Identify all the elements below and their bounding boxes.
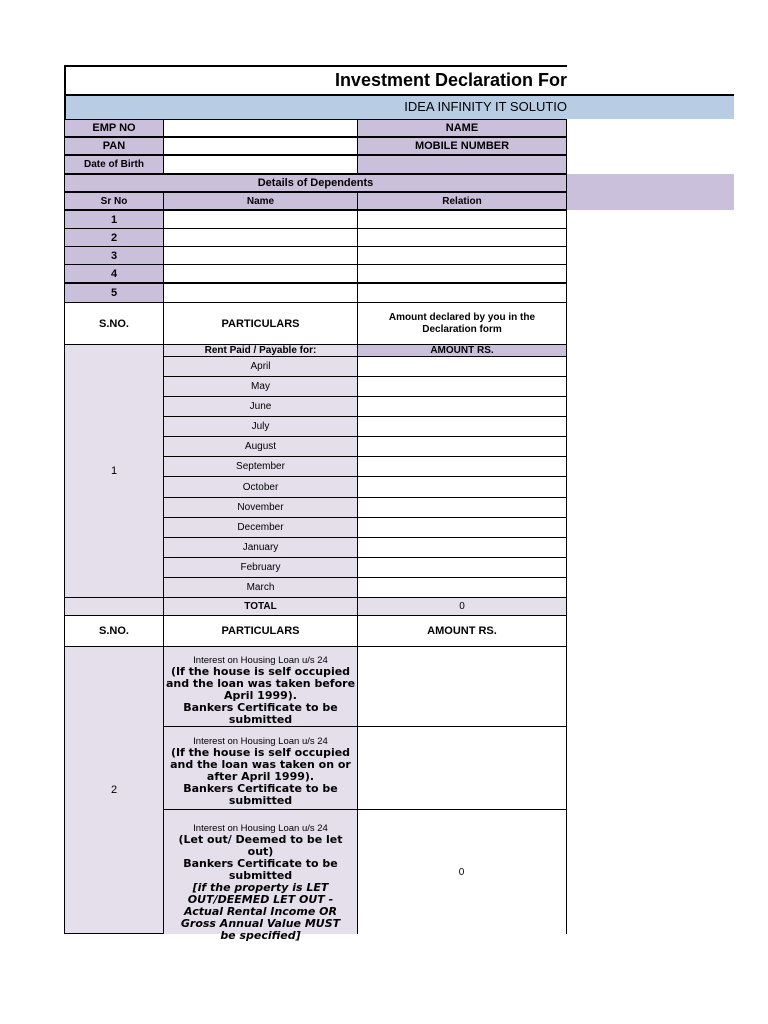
month-label: January bbox=[163, 537, 358, 558]
s1-particulars-header: PARTICULARS bbox=[163, 302, 358, 345]
housing-item-3 bbox=[163, 809, 358, 942]
dob-extra-cell bbox=[357, 155, 567, 174]
dep-row-4-relation[interactable] bbox=[357, 264, 567, 283]
housing-item-2-line2: (If the house is self occupied and the loan was taken on or after April 1999). bbox=[170, 746, 351, 783]
month-amount-input[interactable] bbox=[357, 436, 567, 457]
month-amount-input[interactable] bbox=[357, 396, 567, 417]
name-label: NAME bbox=[357, 119, 567, 137]
month-label: March bbox=[163, 577, 358, 598]
dep-row-2-relation[interactable] bbox=[357, 228, 567, 247]
housing-sno: 2 bbox=[64, 646, 164, 934]
dep-row-4-name[interactable] bbox=[163, 264, 358, 283]
dob-input[interactable] bbox=[163, 155, 358, 174]
dep-row-5-srno: 5 bbox=[64, 283, 164, 303]
rent-label: Rent Paid / Payable for: bbox=[163, 344, 358, 357]
housing-item-2-line3: Bankers Certificate to be submitted bbox=[183, 782, 338, 807]
dep-row-2-srno: 2 bbox=[64, 228, 164, 247]
housing-item-3-amount: 0 bbox=[357, 809, 567, 934]
month-label: November bbox=[163, 497, 358, 518]
month-amount-input[interactable] bbox=[357, 557, 567, 578]
housing-item-3-line4: [if the property is LET OUT/DEEMED LET OUT - Actual Rental Income OR Gross Annual Value MUST be specified] bbox=[180, 881, 341, 942]
housing-item-1-line2: (If the house is self occupied and the loan was taken before April 1999). bbox=[165, 664, 356, 702]
pan-input[interactable] bbox=[163, 137, 358, 155]
company-name-text: IDEA INFINITY IT SOLUTIO bbox=[404, 99, 567, 114]
total-sno-cell bbox=[64, 597, 164, 616]
pan-label: PAN bbox=[64, 137, 164, 155]
s2-amount-header: AMOUNT RS. bbox=[357, 615, 567, 647]
housing-item-1-line1: Interest on Housing Loan u/s 24 bbox=[193, 654, 328, 666]
rent-amount-header: AMOUNT RS. bbox=[357, 344, 567, 357]
s1-amount-header: Amount declared by you in the Declaration form bbox=[357, 302, 567, 345]
month-amount-input[interactable] bbox=[357, 517, 567, 538]
month-label: July bbox=[163, 416, 358, 437]
rent-sno: 1 bbox=[64, 344, 164, 598]
emp-no-label: EMP NO bbox=[64, 119, 164, 137]
month-amount-input[interactable] bbox=[357, 456, 567, 477]
form-title-text: Investment Declaration For bbox=[334, 70, 567, 90]
housing-item-2-amount-input[interactable] bbox=[357, 726, 567, 810]
dep-row-3-relation[interactable] bbox=[357, 246, 567, 265]
dep-row-1-name[interactable] bbox=[163, 210, 358, 229]
month-amount-input[interactable] bbox=[357, 476, 567, 498]
total-label: TOTAL bbox=[163, 597, 358, 616]
dep-row-5-name[interactable] bbox=[163, 283, 358, 303]
month-label: June bbox=[163, 396, 358, 417]
housing-item-2-line1: Interest on Housing Loan u/s 24 bbox=[193, 736, 328, 747]
month-label: September bbox=[163, 456, 358, 477]
month-label: August bbox=[163, 436, 358, 457]
month-amount-input[interactable] bbox=[357, 356, 567, 377]
housing-item-1 bbox=[163, 646, 358, 727]
s2-particulars-header: PARTICULARS bbox=[163, 615, 358, 647]
dep-row-3-name[interactable] bbox=[163, 246, 358, 265]
month-label: December bbox=[163, 517, 358, 538]
dep-row-3-srno: 3 bbox=[64, 246, 164, 265]
dep-row-4-srno: 4 bbox=[64, 264, 164, 283]
month-amount-input[interactable] bbox=[357, 376, 567, 397]
month-amount-input[interactable] bbox=[357, 416, 567, 437]
month-label: February bbox=[163, 557, 358, 578]
housing-item-1-line3: Bankers Certificate to be submitted bbox=[183, 700, 338, 726]
dep-row-5-relation[interactable] bbox=[357, 283, 567, 303]
month-label: October bbox=[163, 476, 358, 498]
month-label: May bbox=[163, 376, 358, 397]
month-amount-input[interactable] bbox=[357, 497, 567, 518]
dep-col-srno: Sr No bbox=[64, 192, 164, 210]
housing-item-1-amount-input[interactable] bbox=[357, 646, 567, 727]
month-label: April bbox=[163, 356, 358, 377]
dob-label: Date of Birth bbox=[64, 155, 164, 174]
month-amount-input[interactable] bbox=[357, 577, 567, 598]
dependents-heading: Details of Dependents bbox=[64, 174, 567, 192]
dep-row-2-name[interactable] bbox=[163, 228, 358, 247]
housing-item-3-line2: (Let out/ Deemed to be let out) bbox=[178, 833, 343, 858]
housing-item-3-line3: Bankers Certificate to be submitted bbox=[183, 857, 338, 882]
dep-row-1-srno: 1 bbox=[64, 210, 164, 229]
mobile-label: MOBILE NUMBER bbox=[357, 137, 567, 155]
emp-no-input[interactable] bbox=[163, 119, 358, 137]
dep-col-name: Name bbox=[163, 192, 358, 210]
month-amount-input[interactable] bbox=[357, 537, 567, 558]
total-value: 0 bbox=[357, 597, 567, 616]
dep-col-relation: Relation bbox=[357, 192, 567, 210]
form-title bbox=[64, 65, 567, 94]
s2-sno-header: S.NO. bbox=[64, 615, 164, 647]
dep-row-1-relation[interactable] bbox=[357, 210, 567, 229]
housing-item-3-line1: Interest on Housing Loan u/s 24 bbox=[193, 823, 328, 834]
company-name bbox=[64, 94, 567, 119]
s1-sno-header: S.NO. bbox=[64, 302, 164, 345]
housing-item-2 bbox=[163, 726, 358, 810]
